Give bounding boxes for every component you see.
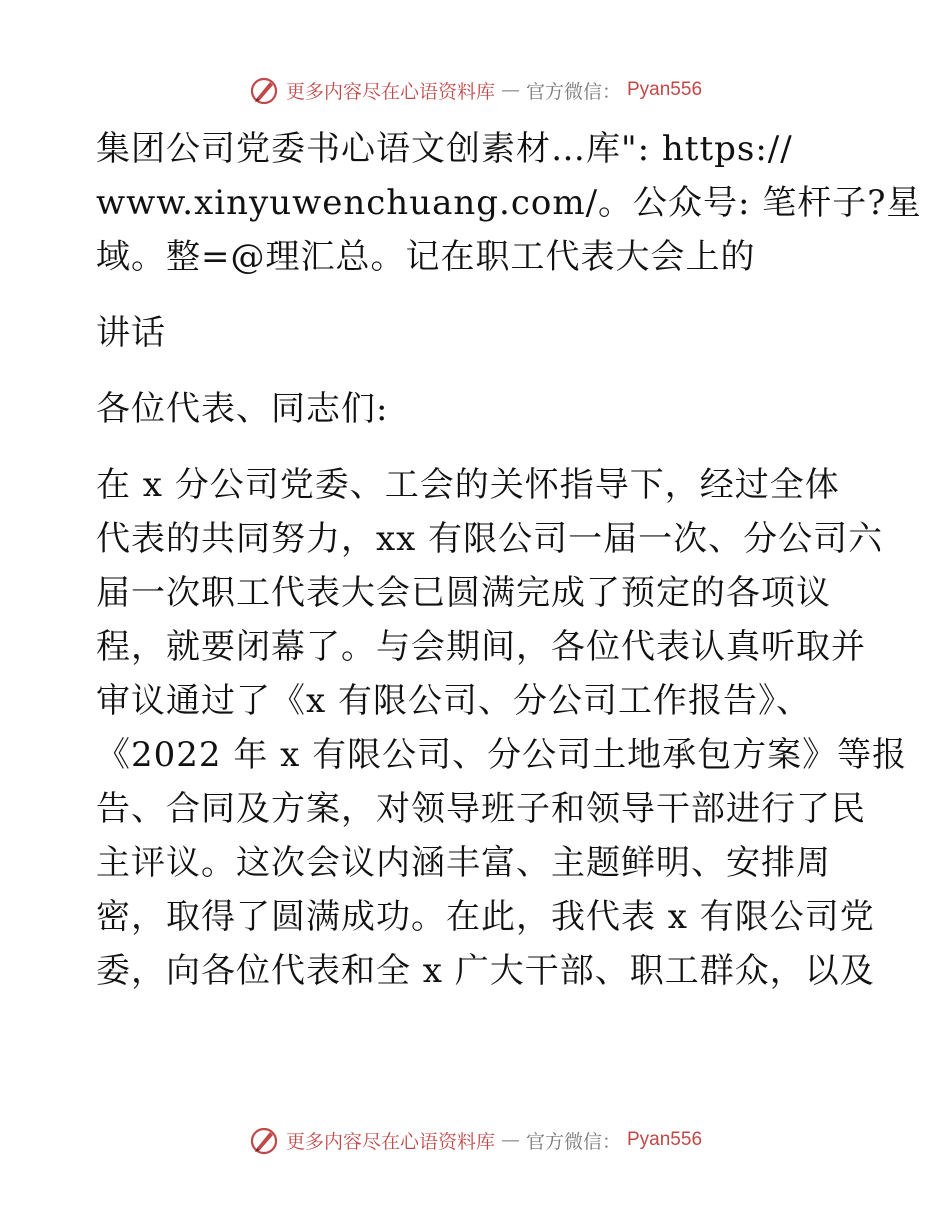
body-line: 程，就要闭幕了。与会期间，各位代表认真听取并 — [96, 627, 866, 667]
header-line: www.xinyuwenchuang.com/。公众号: 笔杆子?星 — [96, 183, 922, 223]
watermark-text: 更多内容尽在心语资料库 — [285, 80, 495, 103]
document-title: 讲话 — [96, 313, 166, 353]
body-line: 密，取得了圆满成功。在此，我代表 x 有限公司党 — [96, 897, 875, 937]
body-line: 告、合同及方案，对领导班子和领导干部进行了民 — [96, 789, 866, 829]
body-line: 代表的共同努力，xx 有限公司一届一次、分公司六 — [96, 519, 884, 559]
watermark-separator: — — [500, 1129, 520, 1151]
wechat-id: Pyan556 — [627, 1129, 703, 1150]
wechat-label: 官方微信： — [525, 1130, 621, 1153]
header-line: 域。整=@理汇总。记在职工代表大会上的 — [96, 237, 756, 277]
wechat-label: 官方微信： — [525, 80, 621, 103]
document-body — [96, 122, 922, 998]
body-line: 委，向各位代表和全 x 广大干部、职工群众，以及 — [96, 951, 875, 991]
quill-pen-logo-icon — [248, 1124, 280, 1156]
wechat-id: Pyan556 — [627, 79, 703, 100]
watermark-separator: — — [500, 79, 520, 101]
body-line: 届一次职工代表大会已圆满完成了预定的各项议 — [96, 573, 831, 613]
body-line: 《2022 年 x 有限公司、分公司土地承包方案》等报 — [96, 735, 908, 775]
watermark-text: 更多内容尽在心语资料库 — [285, 1130, 495, 1153]
salutation: 各位代表、同志们: — [96, 389, 389, 429]
body-line: 审议通过了《x 有限公司、分公司工作报告》、 — [96, 681, 811, 721]
body-line: 主评议。这次会议内涵丰富、主题鲜明、安排周 — [96, 843, 831, 883]
quill-pen-logo-icon — [248, 74, 280, 106]
top-watermark-banner — [0, 70, 950, 110]
body-line: 在 x 分公司党委、工会的关怀指导下，经过全体 — [96, 465, 840, 505]
bottom-watermark-banner — [0, 1120, 950, 1160]
header-line: 集团公司党委书心语文创素材…库": https:// — [96, 129, 793, 169]
